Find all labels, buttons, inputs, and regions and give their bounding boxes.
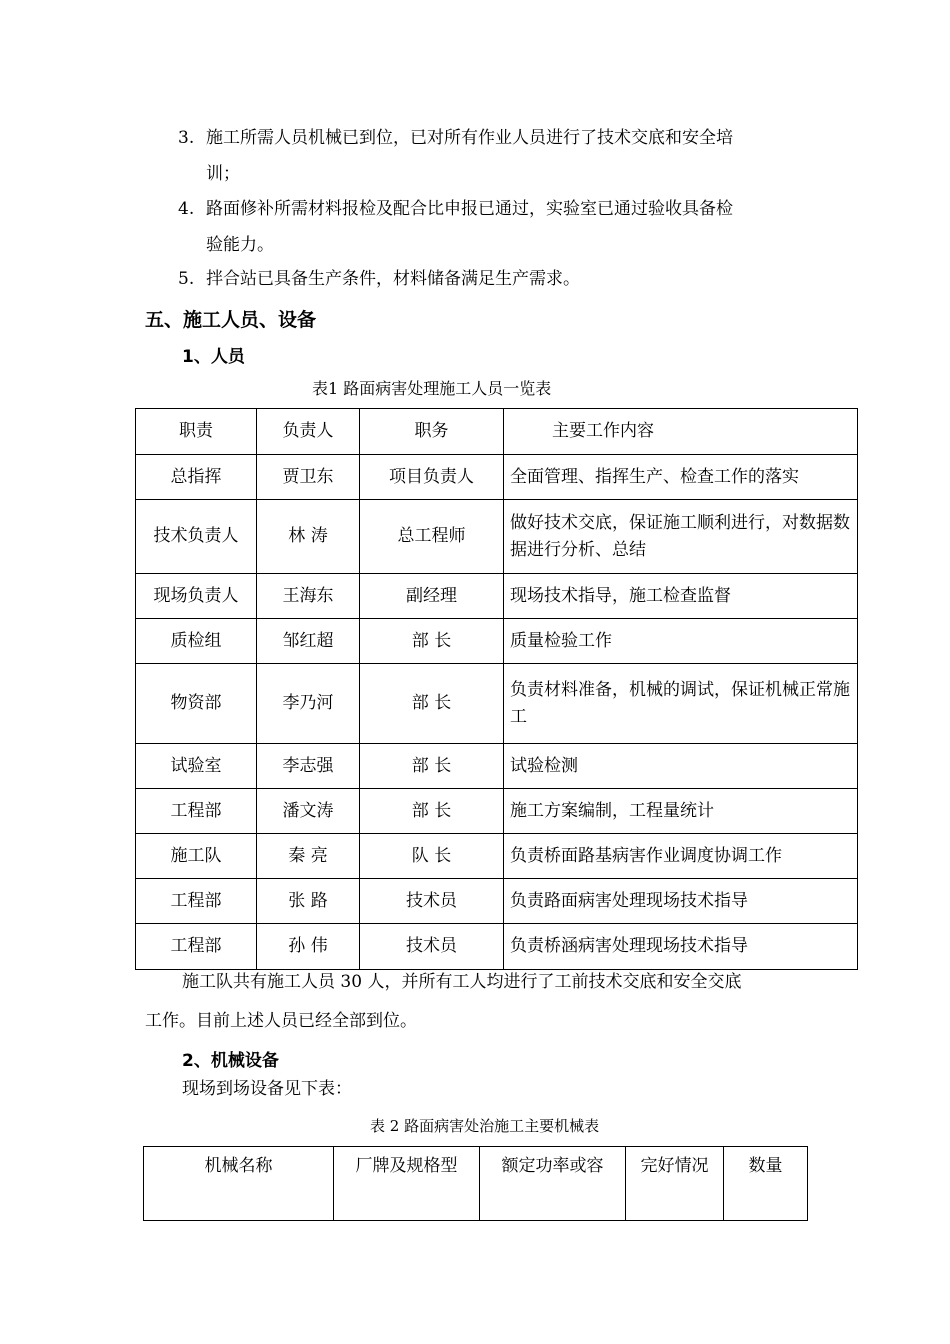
cell-role: 施工队 bbox=[136, 834, 257, 879]
cell-person: 李乃河 bbox=[257, 664, 360, 744]
table1-caption: 表1 路面病害处理施工人员一览表 bbox=[312, 379, 552, 398]
subheading-personnel: 1、人员 bbox=[182, 347, 245, 367]
cell-duties: 负责路面病害处理现场技术指导 bbox=[504, 879, 858, 924]
machinery-intro: 现场到场设备见下表： bbox=[182, 1079, 352, 1099]
cell-position: 副经理 bbox=[360, 574, 504, 619]
cell-role: 质检组 bbox=[136, 619, 257, 664]
table-row bbox=[136, 879, 858, 924]
header-cell-rated-power: 额定功率或容 bbox=[480, 1147, 626, 1221]
table-row bbox=[136, 455, 858, 500]
list-item-3-line1: 施工所需人员机械已到位，已对所有作业人员进行了技术交底和安全培 bbox=[206, 128, 733, 148]
cell-role: 工程部 bbox=[136, 879, 257, 924]
table-row bbox=[136, 789, 858, 834]
table-row bbox=[136, 924, 858, 970]
section-heading-personnel-equipment: 五、施工人员、设备 bbox=[145, 309, 317, 331]
cell-person: 潘文涛 bbox=[257, 789, 360, 834]
table-row bbox=[136, 619, 858, 664]
machinery-table bbox=[143, 1146, 808, 1221]
list-item-4-line1: 路面修补所需材料报检及配合比申报已通过，实验室已通过验收具备检 bbox=[206, 199, 733, 219]
table-row bbox=[136, 574, 858, 619]
cell-duties: 施工方案编制，工程量统计 bbox=[504, 789, 858, 834]
cell-duties: 做好技术交底，保证施工顺利进行，对数据数据进行分析、总结 bbox=[504, 500, 858, 574]
cell-role: 技术负责人 bbox=[136, 500, 257, 574]
paragraph-line2: 工作。目前上述人员已经全部到位。 bbox=[145, 1011, 417, 1031]
cell-position: 项目负责人 bbox=[360, 455, 504, 500]
cell-duties: 现场技术指导，施工检查监督 bbox=[504, 574, 858, 619]
list-item-3-line2: 训； bbox=[206, 164, 240, 184]
table-row bbox=[136, 664, 858, 744]
cell-person: 贾卫东 bbox=[257, 455, 360, 500]
cell-role: 总指挥 bbox=[136, 455, 257, 500]
cell-position: 队 长 bbox=[360, 834, 504, 879]
header-cell-condition: 完好情况 bbox=[626, 1147, 724, 1221]
cell-duties: 试验检测 bbox=[504, 744, 858, 789]
cell-duties: 质量检验工作 bbox=[504, 619, 858, 664]
header-cell-position: 职务 bbox=[360, 409, 504, 455]
subheading-machinery: 2、机械设备 bbox=[182, 1051, 279, 1071]
list-item-4-line2: 验能力。 bbox=[206, 235, 274, 255]
personnel-table bbox=[135, 408, 858, 970]
cell-role: 物资部 bbox=[136, 664, 257, 744]
header-cell-person: 负责人 bbox=[257, 409, 360, 455]
cell-position: 部 长 bbox=[360, 744, 504, 789]
header-cell-machine-name: 机械名称 bbox=[144, 1147, 334, 1221]
cell-position: 部 长 bbox=[360, 619, 504, 664]
cell-person: 孙 伟 bbox=[257, 924, 360, 970]
cell-role: 现场负责人 bbox=[136, 574, 257, 619]
table-header-row bbox=[144, 1147, 808, 1221]
cell-person: 邹红超 bbox=[257, 619, 360, 664]
cell-position: 部 长 bbox=[360, 789, 504, 834]
cell-duties: 负责桥面路基病害作业调度协调工作 bbox=[504, 834, 858, 879]
table2-caption: 表 2 路面病害处治施工主要机械表 bbox=[370, 1117, 600, 1135]
cell-person: 王海东 bbox=[257, 574, 360, 619]
header-cell-duties: 主要工作内容 bbox=[504, 409, 858, 455]
cell-duties: 全面管理、指挥生产、检查工作的落实 bbox=[504, 455, 858, 500]
cell-duties: 负责桥涵病害处理现场技术指导 bbox=[504, 924, 858, 970]
cell-person: 李志强 bbox=[257, 744, 360, 789]
table-row bbox=[136, 834, 858, 879]
header-cell-role: 职责 bbox=[136, 409, 257, 455]
cell-position: 部 长 bbox=[360, 664, 504, 744]
cell-person: 林 涛 bbox=[257, 500, 360, 574]
list-item-5-number: 5. bbox=[178, 269, 195, 289]
table-row bbox=[136, 500, 858, 574]
cell-role: 试验室 bbox=[136, 744, 257, 789]
cell-role: 工程部 bbox=[136, 924, 257, 970]
table-header-row bbox=[136, 409, 858, 455]
list-item-4-number: 4. bbox=[178, 199, 195, 219]
cell-person: 张 路 bbox=[257, 879, 360, 924]
cell-position: 技术员 bbox=[360, 924, 504, 970]
header-cell-quantity: 数量 bbox=[724, 1147, 808, 1221]
cell-position: 总工程师 bbox=[360, 500, 504, 574]
cell-role: 工程部 bbox=[136, 789, 257, 834]
list-item-3-number: 3. bbox=[178, 128, 195, 148]
table-row bbox=[136, 744, 858, 789]
cell-position: 技术员 bbox=[360, 879, 504, 924]
list-item-5-line1: 拌合站已具备生产条件，材料储备满足生产需求。 bbox=[206, 269, 580, 289]
paragraph-line1: 施工队共有施工人员 30 人，并所有工人均进行了工前技术交底和安全交底 bbox=[182, 972, 742, 992]
cell-person: 秦 亮 bbox=[257, 834, 360, 879]
cell-duties: 负责材料准备，机械的调试，保证机械正常施工 bbox=[504, 664, 858, 744]
header-cell-brand-model: 厂牌及规格型 bbox=[334, 1147, 480, 1221]
